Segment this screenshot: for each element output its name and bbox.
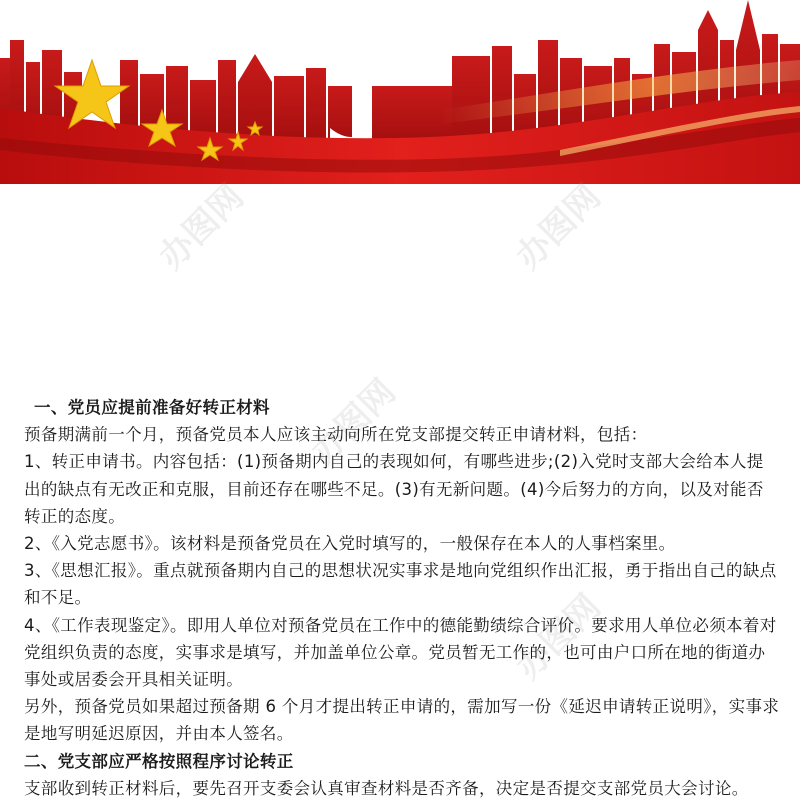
list-item-1: 1、转正申请书。内容包括：(1)预备期内自己的表现如何，有哪些进步;(2)入党时支部大会给本人提出的缺点有无改正和克服，目前还存在哪些不足。(3)有无新问题。(4)今后努力的方向，以及对能否转正的态度。 — [24, 452, 764, 526]
watermark-text: 办图网 — [303, 371, 404, 473]
article-body — [24, 394, 780, 802]
red-skyline-banner — [0, 0, 800, 184]
intro-paragraph: 预备期满前一个月，预备党员本人应该主动向所在党支部提交转正申请材料，包括： — [24, 425, 648, 445]
section-2-paragraph: 支部收到转正材料后，要先召开支委会认真审查材料是否齐备，决定是否提交支部党员大会讨论。 — [24, 778, 749, 798]
list-item-2: 2、《入党志愿书》。该材料是预备党员在入党时填写的，一般保存在本人的人事档案里。 — [24, 534, 676, 554]
section-heading-2: 二、党支部应严格按照程序讨论转正 — [24, 751, 294, 771]
section-heading-1: 一、党员应提前准备好转正材料 — [34, 398, 270, 417]
watermark-text: 办图网 — [151, 176, 252, 278]
watermark-text: 办图网 — [508, 586, 609, 688]
additional-note: 另外，预备党员如果超过预备期 6 个月才提出转正申请的，需加写一份《延迟申请转正说明》，实事求是地写明延迟原因，并由本人签名。 — [24, 697, 780, 744]
list-item-3: 3、《思想汇报》。重点就预备期内自己的思想状况实事求是地向党组织作出汇报，勇于指出自己的缺点和不足。 — [24, 561, 777, 608]
watermark-text: 办图网 — [508, 176, 609, 278]
list-item-4: 4、《工作表现鉴定》。即用人单位对预备党员在工作中的德能勤绩综合评价。要求用人单位必须本着对党组织负责的态度，实事求是填写，并加盖单位公章。党员暂无工作的，也可由户口所在地的街道办事处或居委会开具相关证明。 — [24, 615, 777, 690]
banner-illustration — [0, 0, 800, 184]
